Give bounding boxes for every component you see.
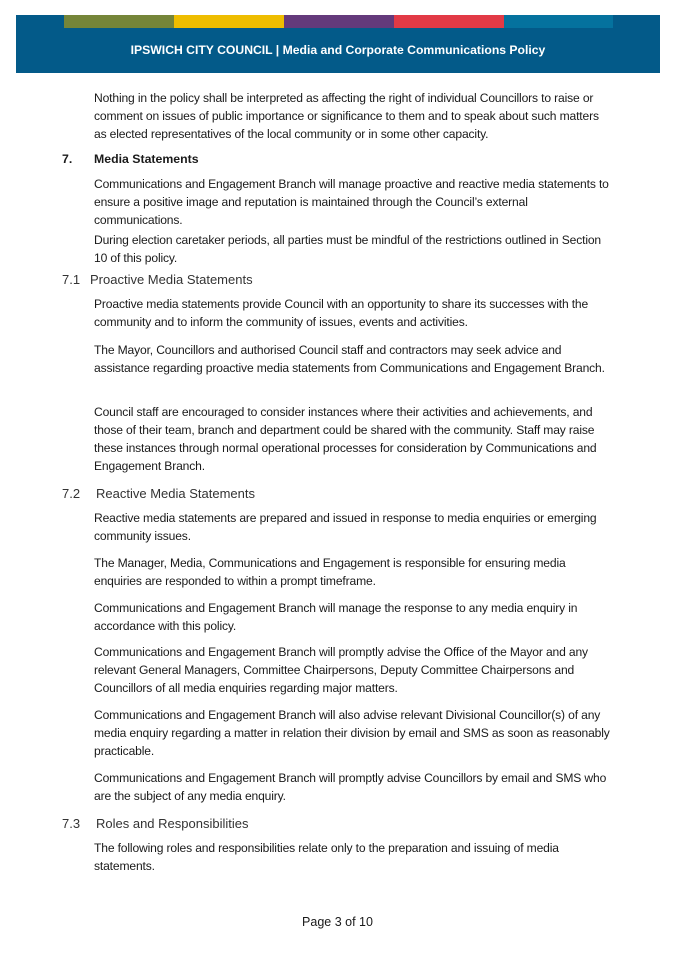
header-stripe-green bbox=[64, 15, 174, 28]
document-header bbox=[16, 15, 660, 73]
header-stripe-purple bbox=[284, 15, 394, 28]
section-7-2-heading bbox=[62, 486, 255, 501]
section-7-2-paragraph-2: The Manager, Media, Communications and Engagement is responsible for ensuring media enquiries are responded to within a prompt timeframe. bbox=[94, 556, 566, 588]
subsection-number: 7.1 bbox=[62, 272, 81, 287]
section-7-1-paragraph-2: The Mayor, Councillors and authorised Council staff and contractors may seek advice and assistance regarding proactive media statements from Communications and Engagement Branch. bbox=[94, 343, 605, 375]
header-stripe-red bbox=[394, 15, 504, 28]
section-7-heading bbox=[62, 152, 199, 166]
section-7-2-paragraph-4: Communications and Engagement Branch will promptly advise the Office of the Mayor and any relevant General Managers, Committee Chairpersons, Deputy Committee Chairpersons and Councillors of all media enquiries regarding major matters. bbox=[94, 645, 588, 695]
section-7-2-paragraph-1: Reactive media statements are prepared and issued in response to media enquiries or emerging community issues. bbox=[94, 511, 597, 543]
header-stripe-yellow bbox=[174, 15, 284, 28]
page-number: Page 3 of 10 bbox=[302, 915, 373, 929]
subsection-number: 7.3 bbox=[62, 816, 81, 831]
subsection-title: Roles and Responsibilities bbox=[96, 816, 249, 831]
header-title: IPSWICH CITY COUNCIL | Media and Corporate Communications Policy bbox=[130, 43, 546, 57]
section-7-3-paragraph-1: The following roles and responsibilities relate only to the preparation and issuing of media statements. bbox=[94, 841, 559, 873]
section-title: Media Statements bbox=[94, 152, 199, 166]
section-7-2-paragraph-6: Communications and Engagement Branch will promptly advise Councillors by email and SMS who are the subject of any media enquiry. bbox=[94, 771, 607, 803]
section-7-paragraph-1: Communications and Engagement Branch will manage proactive and reactive media statements to ensure a positive image and reputation is maintained through the Council’s external communications. bbox=[94, 177, 609, 227]
header-stripe-blue bbox=[504, 15, 613, 28]
section-7-paragraph-2: During election caretaker periods, all parties must be mindful of the restrictions outlined in Section 10 of this policy. bbox=[94, 233, 602, 265]
section-7-3-heading bbox=[62, 816, 248, 831]
section-7-1-heading bbox=[62, 272, 253, 287]
subsection-number: 7.2 bbox=[62, 486, 81, 501]
subsection-title: Reactive Media Statements bbox=[96, 486, 255, 501]
subsection-title: Proactive Media Statements bbox=[90, 272, 253, 287]
section-7-1-paragraph-1: Proactive media statements provide Council with an opportunity to share its successes with the community and to inform the community of issues, events and activities. bbox=[94, 297, 589, 329]
intro-paragraph: Nothing in the policy shall be interpreted as affecting the right of individual Councillors to raise or comment on issues of public importance or significance to them and to speak about such matters as elected representatives of the local community or in some other capacity. bbox=[94, 91, 599, 141]
section-7-2-paragraph-5: Communications and Engagement Branch will also advise relevant Divisional Councillor(s) of any media enquiry regarding a matter in relation their division by email and SMS as soon as reasonably practicable. bbox=[94, 708, 610, 758]
section-number: 7. bbox=[62, 152, 73, 166]
section-7-2-paragraph-3: Communications and Engagement Branch will manage the response to any media enquiry in accordance with this policy. bbox=[94, 601, 578, 633]
section-7-1-paragraph-3: Council staff are encouraged to consider instances where their activities and achievements, and those of their team, branch and department could be shared with the community. Staff may raise these instances through normal operational processes for consideration by Communications and Engagement Branch. bbox=[94, 405, 597, 473]
